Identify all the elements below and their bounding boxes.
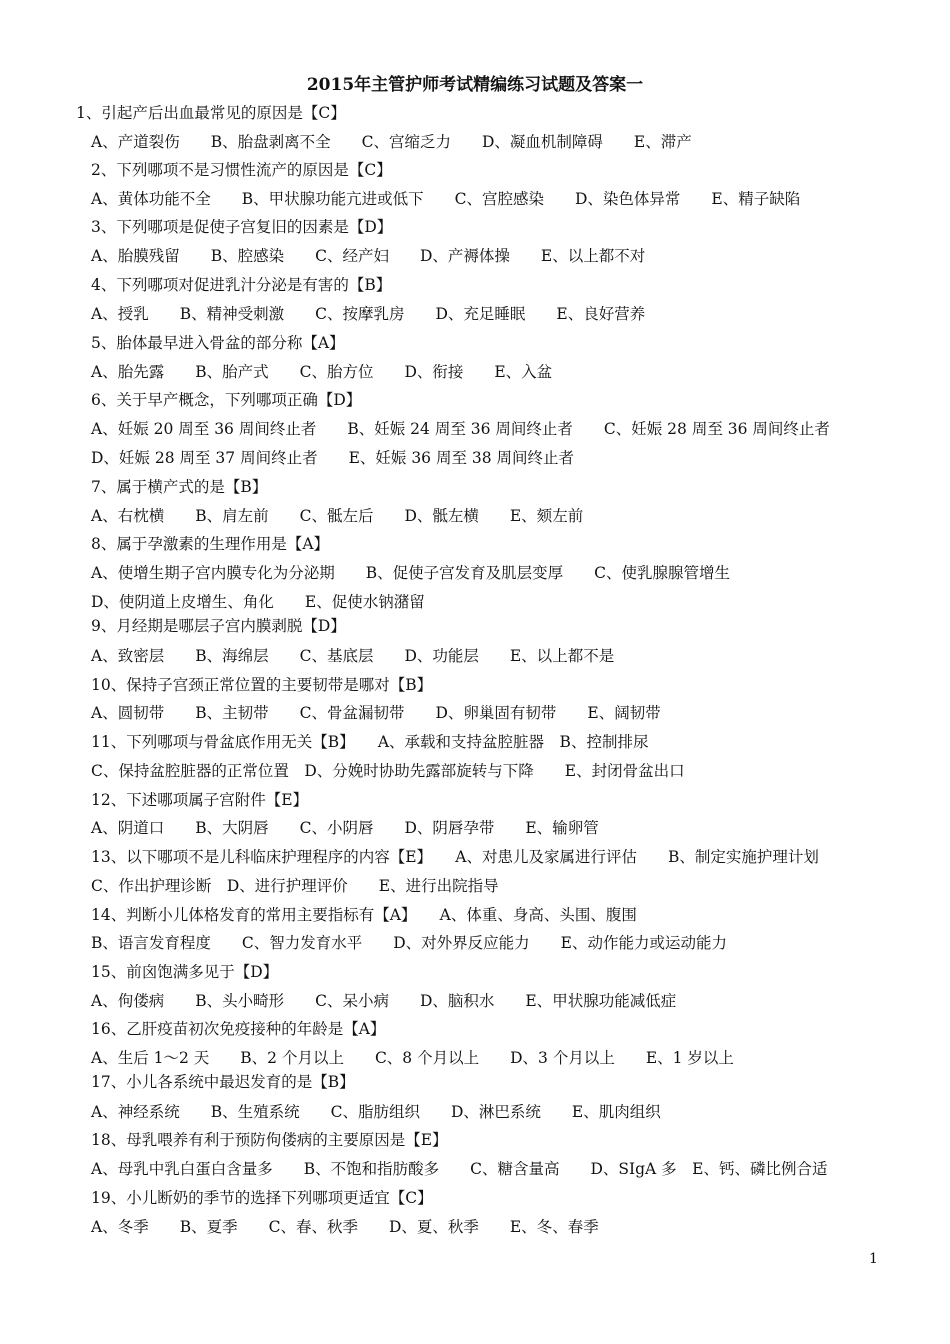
options-6a: A、妊娠 20 周至 36 周间终止者 B、妊娠 24 周至 36 周间终止者 C、妊娠 28 周至 36 周间终止者 <box>91 420 830 438</box>
options-2: A、黄体功能不全 B、甲状腺功能亢进或低下 C、宫腔感染 D、染色体异常 E、精子缺陷 <box>91 190 801 208</box>
question-12: 12、下述哪项属子宫附件【E】 <box>91 791 309 809</box>
question-11: 11、下列哪项与骨盆底作用无关【B】 A、承载和支持盆腔脏器 B、控制排尿 <box>91 733 649 751</box>
question-19: 19、小儿断奶的季节的选择下列哪项更适宜【C】 <box>91 1189 433 1207</box>
page-number: 1 <box>869 1251 878 1267</box>
question-6: 6、关于早产概念，下列哪项正确【D】 <box>91 391 362 409</box>
question-16: 16、乙肝疫苗初次免疫接种的年龄是【A】 <box>91 1020 386 1038</box>
question-2: 2、下列哪项不是习惯性流产的原因是【C】 <box>91 161 392 179</box>
options-15: A、佝偻病 B、头小畸形 C、呆小病 D、脑积水 E、甲状腺功能减低症 <box>91 992 677 1010</box>
question-7: 7、属于横产式的是【B】 <box>91 478 268 496</box>
question-18: 18、母乳喂养有利于预防佝偻病的主要原因是【E】 <box>91 1131 448 1149</box>
options-7: A、右枕横 B、肩左前 C、骶左后 D、骶左横 E、颏左前 <box>91 507 584 525</box>
options-17: A、神经系统 B、生殖系统 C、脂肪组织 D、淋巴系统 E、肌肉组织 <box>91 1103 661 1121</box>
options-11: C、保持盆腔脏器的正常位置 D、分娩时协助先露部旋转与下降 E、封闭骨盆出口 <box>91 762 685 780</box>
options-3: A、胎膜残留 B、腔感染 C、经产妇 D、产褥体操 E、以上都不对 <box>91 247 646 265</box>
options-19: A、冬季 B、夏季 C、春、秋季 D、夏、秋季 E、冬、春季 <box>91 1218 599 1236</box>
question-15: 15、前囟饱满多见于【D】 <box>91 963 279 981</box>
options-8a: A、使增生期子宫内膜专化为分泌期 B、促使子宫发育及肌层变厚 C、使乳腺腺管增生 <box>91 564 730 582</box>
question-10: 10、保持子宫颈正常位置的主要韧带是哪对【B】 <box>91 676 433 694</box>
options-12: A、阴道口 B、大阴唇 C、小阴唇 D、阴唇孕带 E、输卵管 <box>91 819 599 837</box>
options-8b: D、使阴道上皮增生、角化 E、促使水钠潴留 <box>91 593 425 611</box>
options-14: B、语言发育程度 C、智力发育水平 D、对外界反应能力 E、动作能力或运动能力 <box>91 934 727 952</box>
options-9: A、致密层 B、海绵层 C、基底层 D、功能层 E、以上都不是 <box>91 647 615 665</box>
question-9: 9、月经期是哪层子宫内膜剥脱【D】 <box>91 617 346 635</box>
options-16: A、生后 1～2 天 B、2 个月以上 C、8 个月以上 D、3 个月以上 E、1 岁以上 <box>91 1049 734 1067</box>
question-5: 5、胎体最早进入骨盆的部分称【A】 <box>91 334 345 352</box>
question-8: 8、属于孕激素的生理作用是【A】 <box>91 535 330 553</box>
options-1: A、产道裂伤 B、胎盘剥离不全 C、宫缩乏力 D、凝血机制障碍 E、滞产 <box>91 133 692 151</box>
question-1: 1、引起产后出血最常见的原因是【C】 <box>76 104 346 122</box>
page-title-text: 2015年主管护师考试精编练习试题及答案一 <box>306 75 644 95</box>
options-10: A、圆韧带 B、主韧带 C、骨盆漏韧带 D、卵巢固有韧带 E、阔韧带 <box>91 704 661 722</box>
page-title <box>0 74 950 96</box>
options-13: C、作出护理诊断 D、进行护理评价 E、进行出院指导 <box>91 877 499 895</box>
question-4: 4、下列哪项对促进乳汁分泌是有害的【B】 <box>91 276 392 294</box>
options-18: A、母乳中乳白蛋白含量多 B、不饱和指肪酸多 C、糖含量高 D、SIgA 多 E、钙、磷比例合适 <box>91 1160 828 1178</box>
options-5: A、胎先露 B、胎产式 C、胎方位 D、衔接 E、入盆 <box>91 363 553 381</box>
question-14: 14、判断小儿体格发育的常用主要指标有【A】 A、体重、身高、头围、腹围 <box>91 906 637 924</box>
question-17: 17、小儿各系统中最迟发育的是【B】 <box>91 1073 355 1091</box>
question-13: 13、以下哪项不是儿科临床护理程序的内容【E】 A、对患儿及家属进行评估 B、制定实施护理计划 <box>91 848 819 866</box>
options-4: A、授乳 B、精神受刺激 C、按摩乳房 D、充足睡眠 E、良好营养 <box>91 305 646 323</box>
options-6b: D、妊娠 28 周至 37 周间终止者 E、妊娠 36 周至 38 周间终止者 <box>91 449 575 467</box>
question-3: 3、下列哪项是促使子宫复旧的因素是【D】 <box>91 218 393 236</box>
